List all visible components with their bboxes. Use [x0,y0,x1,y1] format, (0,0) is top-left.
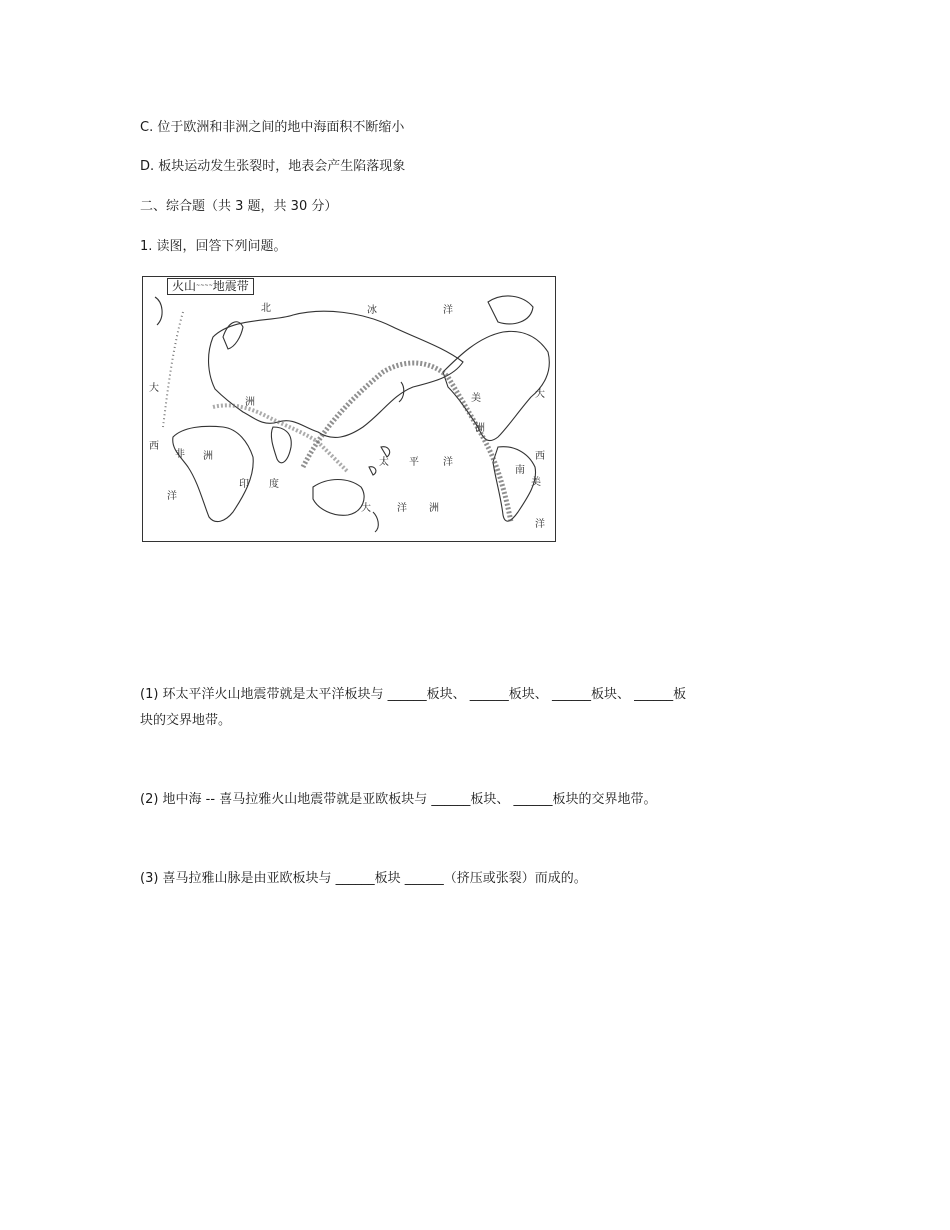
label-mei-n: 美 [471,393,481,404]
mediterranean-himalaya-belt [213,405,348,472]
label-zhou-af: 洲 [203,451,213,462]
map-legend: 火山~~~~地震带 [167,278,254,295]
label-yang-oc: 洋 [397,503,407,514]
question-1-part-2: (2) 地中海 -- 喜马拉雅火山地震带就是亚欧板块与 ______板块、 ______板块的交界地带。 [140,792,657,807]
label-yang-pac: 洋 [443,457,453,468]
africa-outline [173,426,253,521]
label-da-left: 大 [149,383,159,394]
volcano-earthquake-map [142,276,556,542]
label-xi-right: 西 [535,451,545,462]
question-1-part-3: (3) 喜马拉雅山脉是由亚欧板块与 ______板块 ______（挤压或张裂）而成的。 [140,871,587,886]
option-d: D. 板块运动发生张裂时，地表会产生陷落现象 [140,159,406,174]
eurasia-outline [209,311,463,437]
south-america-outline [493,447,536,522]
north-america-outline [443,331,549,440]
label-da-oc: 大 [361,503,371,514]
australia-outline [313,480,364,516]
question-1-prompt: 1. 读图，回答下列问题。 [140,239,287,254]
label-bing: 冰 [367,305,377,316]
label-ping: 平 [409,457,419,468]
label-yang-top: 洋 [443,305,453,316]
label-da-right: 大 [535,389,545,400]
label-du: 度 [269,479,279,490]
label-yang-right: 洋 [535,519,545,530]
label-zhou-euro: 洲 [245,397,255,408]
label-fei: 非 [175,449,185,460]
question-1-part-1: (1) 环太平洋火山地震带就是太平洋板块与 ______板块、 ______板块、 ______板块、 ______板 [140,687,687,702]
label-yang-left: 洋 [167,491,177,502]
section-title: 二、综合题（共 3 题，共 30 分） [140,199,338,214]
label-yin: 印 [239,479,249,490]
label-xi-left: 西 [149,441,159,452]
label-nan: 南 [515,465,525,476]
label-bei: 北 [261,303,271,314]
label-zhou-oc: 洲 [429,503,439,514]
label-zhou-na: 洲 [475,423,485,434]
question-1-part-1-cont: 块的交界地带。 [140,713,232,728]
label-mei-s: 美 [531,477,541,488]
option-c: C. 位于欧洲和非洲之间的地中海面积不断缩小 [140,120,405,135]
label-tai: 太 [379,457,389,468]
world-map-drawing [143,277,556,542]
pacific-ring-belt [303,363,511,522]
